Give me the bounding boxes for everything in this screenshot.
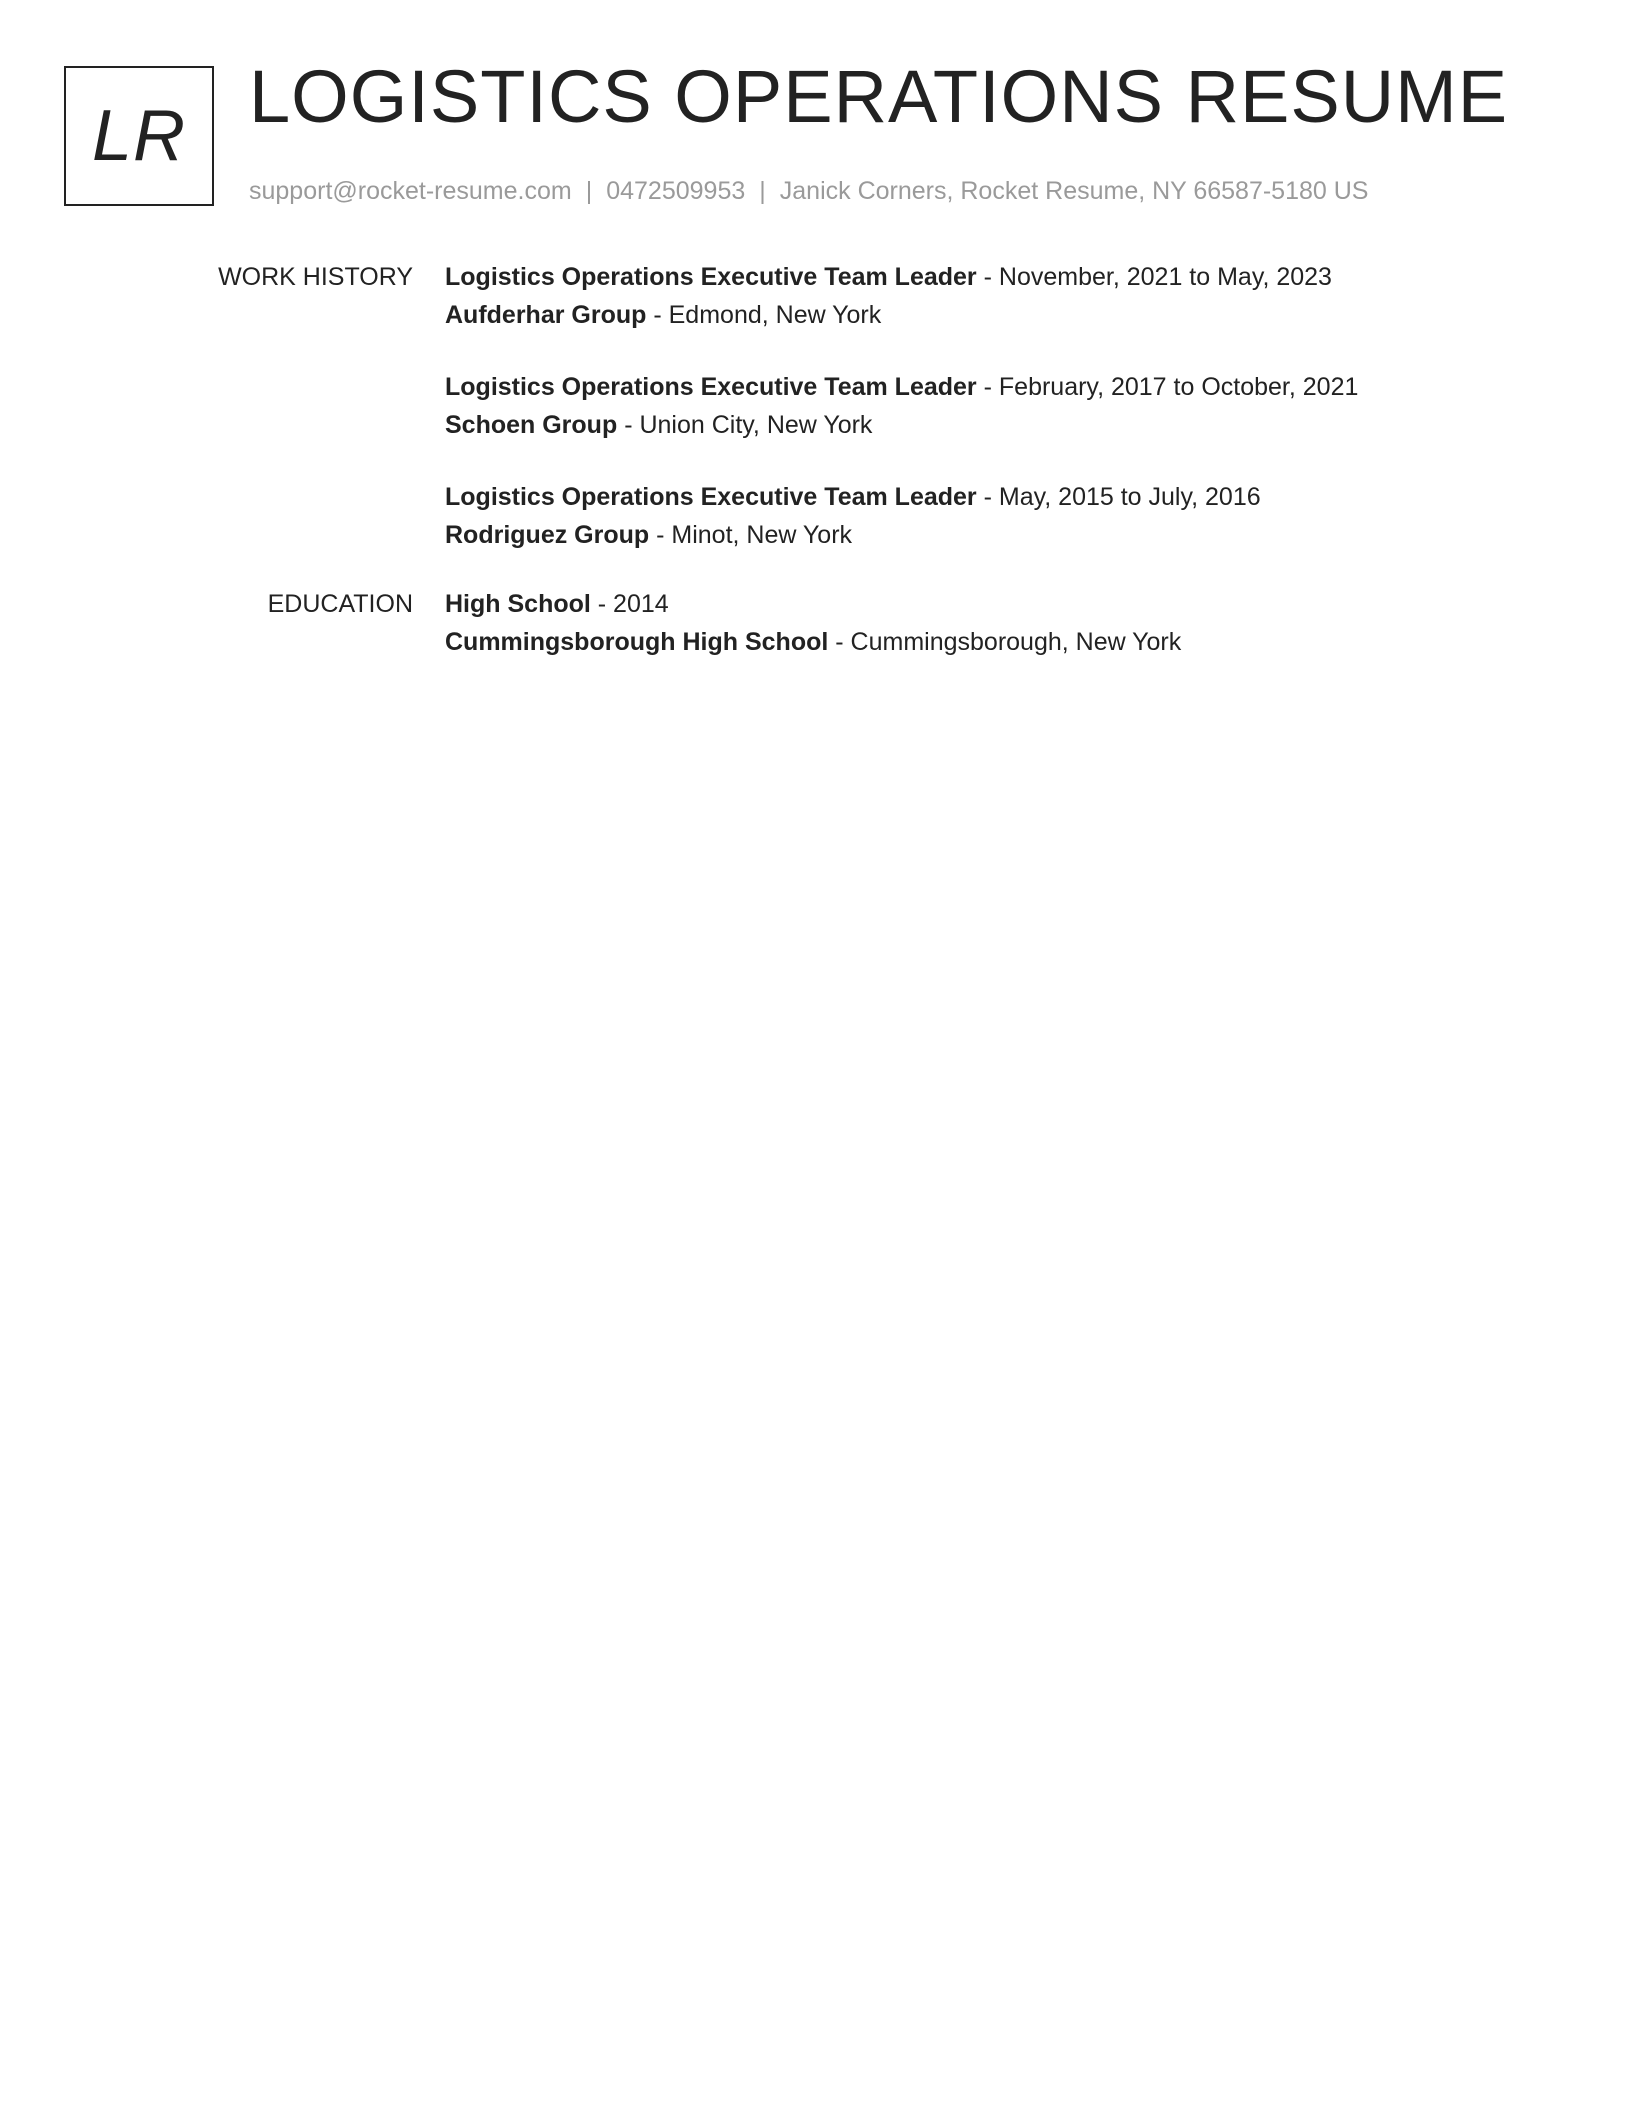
work-history-label: WORK HISTORY bbox=[218, 263, 413, 291]
work-entry-title-line bbox=[445, 368, 1595, 406]
work-history-entries bbox=[445, 258, 1595, 588]
work-entry-location: - Union City, New York bbox=[624, 411, 873, 439]
work-entry bbox=[445, 368, 1595, 444]
education-entry-degree: High School bbox=[445, 590, 591, 618]
work-entry-location: - Edmond, New York bbox=[653, 301, 882, 329]
contact-line bbox=[249, 176, 1368, 206]
monogram-text: LR bbox=[91, 96, 187, 176]
contact-phone[interactable]: 0472509953 bbox=[606, 177, 746, 205]
education-entry-degree-line bbox=[445, 585, 1595, 623]
contact-separator: | bbox=[759, 177, 766, 205]
work-entry-title-line bbox=[445, 478, 1595, 516]
work-entry-company: Aufderhar Group bbox=[445, 301, 647, 329]
work-entry bbox=[445, 478, 1595, 554]
contact-separator: | bbox=[585, 177, 593, 205]
work-entry-role: Logistics Operations Executive Team Leader bbox=[445, 373, 977, 401]
education-entry-location: - Cummingsborough, New York bbox=[835, 628, 1182, 656]
work-entry bbox=[445, 258, 1595, 334]
education-entry-school-line bbox=[445, 623, 1595, 661]
monogram-logo bbox=[64, 66, 214, 206]
work-entry-company-line bbox=[445, 296, 1595, 334]
contact-address: Janick Corners, Rocket Resume, NY 66587-5180 US bbox=[779, 177, 1369, 205]
work-entry-company: Rodriguez Group bbox=[445, 521, 650, 549]
contact-email[interactable]: support@rocket-resume.com bbox=[249, 177, 572, 205]
work-entry-role: Logistics Operations Executive Team Leader bbox=[445, 483, 977, 511]
page-title: LOGISTICS OPERATIONS RESUME bbox=[249, 55, 1509, 138]
education-entry-school: Cummingsborough High School bbox=[445, 628, 829, 656]
education-label: EDUCATION bbox=[267, 590, 413, 618]
work-entry-title-line bbox=[445, 258, 1595, 296]
education-entry-year: - 2014 bbox=[597, 590, 669, 618]
work-entry-dates: - February, 2017 to October, 2021 bbox=[983, 373, 1359, 401]
work-entry-role: Logistics Operations Executive Team Leader bbox=[445, 263, 977, 291]
work-entry-company: Schoen Group bbox=[445, 411, 618, 439]
work-entry-location: - Minot, New York bbox=[656, 521, 853, 549]
education-entries bbox=[445, 585, 1595, 695]
work-entry-company-line bbox=[445, 406, 1595, 444]
work-entry-dates: - May, 2015 to July, 2016 bbox=[983, 483, 1261, 511]
education-entry bbox=[445, 585, 1595, 661]
work-entry-company-line bbox=[445, 516, 1595, 554]
work-entry-dates: - November, 2021 to May, 2023 bbox=[983, 263, 1332, 291]
